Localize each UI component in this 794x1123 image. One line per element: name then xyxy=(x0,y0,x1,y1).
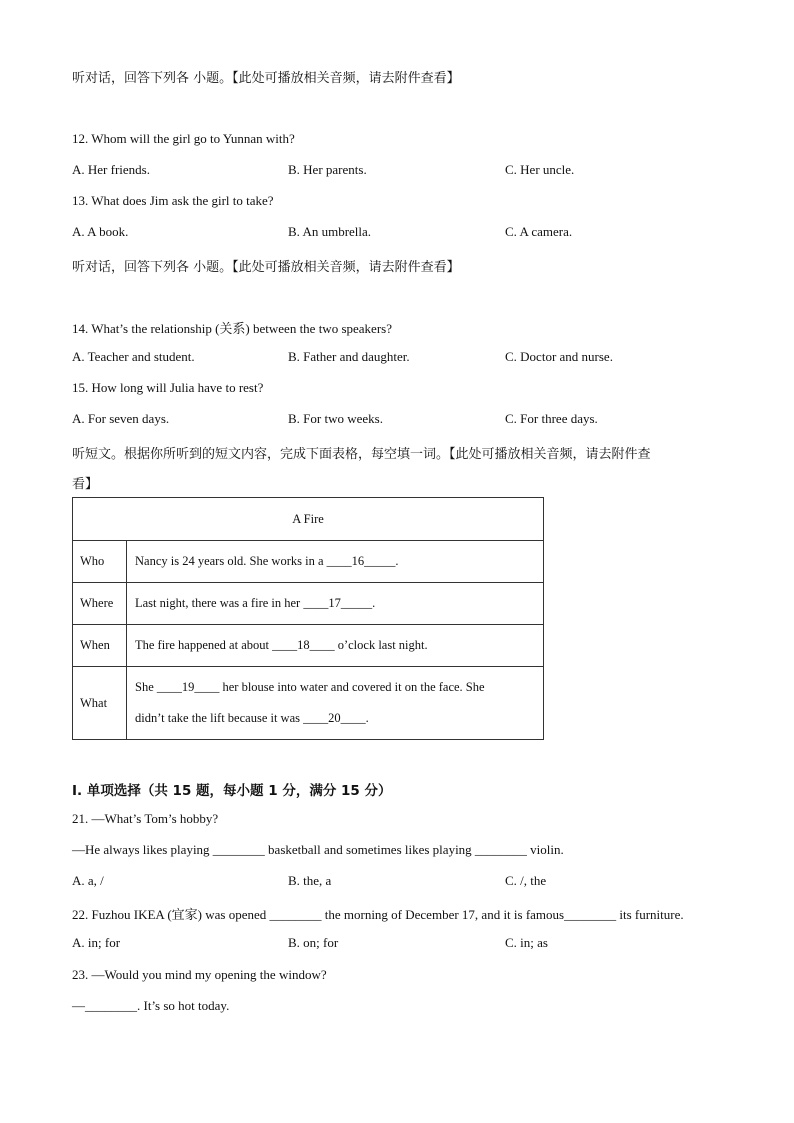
blank-20: ____20____ xyxy=(303,711,366,725)
q22-option-c: C. in; as xyxy=(505,935,548,950)
question-23: 23. —Would you mind my opening the window? xyxy=(72,967,327,982)
what-line2-pre: didn’t take the lift because it was xyxy=(135,711,304,725)
q12-option-b: B. Her parents. xyxy=(288,162,367,177)
q14-option-a: A. Teacher and student. xyxy=(72,349,195,364)
q21-answer-line: —He always likes playing ________ basketball and sometimes likes playing ________ violin. xyxy=(72,842,564,857)
q22-option-a: A. in; for xyxy=(72,935,121,950)
blank-18: ____18____ xyxy=(272,638,335,652)
q21-option-b: B. the, a xyxy=(288,873,332,888)
row-content-who xyxy=(127,541,544,583)
passage-instruction-line2: 看】 xyxy=(72,477,99,492)
q13-option-c: C. A camera. xyxy=(505,224,573,239)
question-21: 21. —What’s Tom’s hobby? xyxy=(72,811,219,826)
row-content-when xyxy=(127,625,544,667)
what-line1-pre: She xyxy=(135,680,157,694)
table-row-who xyxy=(73,541,544,583)
blank-16: ____16_____ xyxy=(326,554,396,568)
q22-option-b: B. on; for xyxy=(288,935,339,950)
when-text: The fire happened at about xyxy=(135,638,273,652)
what-line2-post: . xyxy=(365,711,369,725)
row-content-what xyxy=(127,667,544,740)
blank-19: ____19____ xyxy=(156,680,220,694)
q15-option-c: C. For three days. xyxy=(505,411,598,426)
q21-option-a: A. a, / xyxy=(72,873,104,888)
q12-option-a: A. Her friends. xyxy=(72,162,150,177)
what-line-1 xyxy=(135,672,535,703)
q14-option-b: B. Father and daughter. xyxy=(288,349,410,364)
when-end: o’clock last night. xyxy=(334,638,428,652)
row-label-who: Who xyxy=(73,541,127,583)
q15-option-a: A. For seven days. xyxy=(72,411,170,426)
q15-option-b: B. For two weeks. xyxy=(288,411,383,426)
who-end: . xyxy=(395,554,399,568)
table-title: A Fire xyxy=(73,498,544,541)
table-row-where xyxy=(73,583,544,625)
q14-option-c: C. Doctor and nurse. xyxy=(505,349,613,364)
q23-answer-line: —________. It’s so hot today. xyxy=(72,998,230,1013)
who-text: Nancy is 24 years old. She works in a xyxy=(135,554,327,568)
question-12: 12. Whom will the girl go to Yunnan with? xyxy=(72,131,295,146)
row-label-what: What xyxy=(73,667,127,740)
where-end: . xyxy=(372,596,376,610)
question-22: 22. Fuzhou IKEA (宜家) was opened ________ the morning of December 17, and it is famous________ its furniture. xyxy=(72,907,684,922)
blank-17: ____17_____ xyxy=(303,596,373,610)
table-row-when xyxy=(73,625,544,667)
listening-instruction-1: 听对话，回答下列各 小题。【此处可播放相关音频，请去附件查看】 xyxy=(72,71,460,86)
what-line-2 xyxy=(135,703,535,734)
row-label-when: When xyxy=(73,625,127,667)
q12-option-c: C. Her uncle. xyxy=(505,162,575,177)
section-heading: I. 单项选择（共 15 题，每小题 1 分，满分 15 分） xyxy=(72,783,392,799)
row-content-where xyxy=(127,583,544,625)
passage-instruction-line1: 听短文。根据你所听到的短文内容，完成下面表格，每空填一词。【此处可播放相关音频，请去附件查 xyxy=(72,447,651,462)
table-row-what xyxy=(73,667,544,740)
q21-option-c: C. /, the xyxy=(505,873,547,888)
question-13: 13. What does Jim ask the girl to take? xyxy=(72,193,274,208)
what-line1-post: her blouse into water and covered it on the face. She xyxy=(219,680,485,694)
where-text: Last night, there was a fire in her xyxy=(135,596,304,610)
row-label-where: Where xyxy=(73,583,127,625)
q13-option-b: B. An umbrella. xyxy=(288,224,372,239)
listening-instruction-2: 听对话，回答下列各 小题。【此处可播放相关音频，请去附件查看】 xyxy=(72,260,460,275)
fire-table xyxy=(72,497,544,740)
question-14: 14. What’s the relationship (关系) between the two speakers? xyxy=(72,321,392,336)
q13-option-a: A. A book. xyxy=(72,224,129,239)
question-15: 15. How long will Julia have to rest? xyxy=(72,380,264,395)
